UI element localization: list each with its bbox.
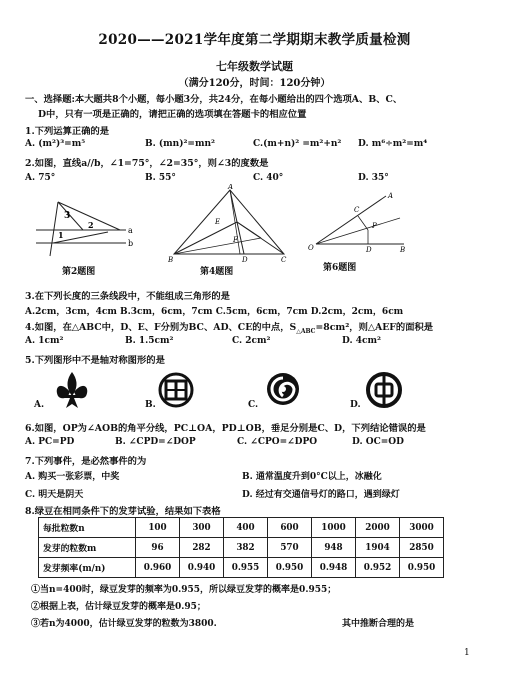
table-cell: 100 (136, 518, 180, 538)
q6-option-c: C. ∠CPO=∠DPO (237, 437, 318, 447)
section-intro-line1: 一、选择题:本大题共8个小题，每小题3分，共24分，在每小题给出的四个选项A、B、C、 (25, 94, 403, 105)
table-cell: 1904 (356, 538, 400, 558)
fleur-de-lis-svg (54, 370, 90, 410)
fig2-label-2: 2 (88, 220, 94, 230)
page-subtitle: 七年级数学试题 (216, 60, 293, 73)
q8-statement-2: ②根据上表，估计绿豆发芽的概率是0.95； (31, 602, 206, 612)
q5-option-c-label: C. (248, 400, 259, 410)
table-cell: 3000 (400, 518, 444, 538)
table-row-header: 发芽的粒数m (39, 538, 136, 558)
table-cell: 570 (268, 538, 312, 558)
figure-q4-caption: 第4题图 (200, 267, 234, 277)
fig4-label-d: D (242, 256, 248, 264)
section-intro-line2: D中，只有一项是正确的，请把正确的选项填在答题卡的相应位置 (38, 109, 307, 120)
bank-logo-square-svg (158, 372, 194, 408)
table-cell: 382 (224, 538, 268, 558)
table-row (39, 518, 444, 538)
table-cell: 0.955 (224, 558, 268, 578)
figure-q6-caption: 第6题图 (323, 263, 357, 273)
table-cell: 400 (224, 518, 268, 538)
fig4-label-a: A (228, 184, 234, 191)
table-row-header: 发芽频率(m/n) (39, 558, 136, 578)
bank-of-china-logo-svg (366, 372, 402, 408)
q5-option-a-label: A. (34, 400, 45, 410)
q1-option-c: C.(m+n)² =m²+n² (253, 139, 342, 149)
figure-q2 (28, 188, 138, 258)
q2-option-b: B. 55° (145, 173, 176, 183)
fig2-label-3: 3 (64, 211, 71, 221)
q7-stem: 7.下列事件，是必然事件的为 (25, 456, 147, 467)
fig4-label-c: C (281, 256, 287, 264)
fig6-label-p: P (372, 222, 377, 230)
table-row (39, 558, 444, 578)
fig6-label-b: B (400, 246, 406, 252)
q6-option-d: D. OC=OD (352, 437, 404, 447)
table-row-header: 每批粒数n (39, 518, 136, 538)
q6-option-b: B. ∠CPD=∠DOP (115, 437, 196, 447)
q4-option-b: B. 1.5cm² (125, 336, 174, 346)
table-cell: 282 (180, 538, 224, 558)
q4-stem-post: =8cm²，则△AEF的面积是 (315, 322, 434, 333)
table-cell: 0.950 (268, 558, 312, 578)
q1-option-d: D. m⁶÷m²=m⁴ (358, 139, 428, 149)
table-cell: 1000 (312, 518, 356, 538)
q3-stem: 3.在下列长度的三条线段中，不能组成三角形的是 (25, 291, 230, 302)
q4-option-a: A. 1cm² (25, 336, 64, 346)
table-row (39, 538, 444, 558)
bank-logo-square-icon (158, 372, 194, 408)
q2-option-c: C. 40° (253, 173, 284, 183)
table-cell: 600 (268, 518, 312, 538)
spiral-logo-svg (266, 372, 300, 406)
figure-q6-drawing (308, 190, 408, 252)
q8-stem: 8.绿豆在相同条件下的发芽试验，结果如下表格 (25, 506, 221, 517)
q5-stem: 5.下列图形中不是轴对称图形的是 (25, 355, 165, 366)
q7-option-a: A. 购买一张彩票，中奖 (25, 472, 120, 482)
table-cell: 2850 (400, 538, 444, 558)
table-cell: 300 (180, 518, 224, 538)
table-cell: 2000 (356, 518, 400, 538)
q4-stem-pre: 4.如图，在△ABC中，D、E、F分别为BC、AD、CE的中点，S (25, 322, 297, 333)
q3-options: A.2cm，3cm，4cm B.3cm，6cm，7cm C.5cm，6cm，7cm D.2cm，2cm，6cm (25, 307, 404, 317)
q4-option-d: D. 4cm² (342, 336, 381, 346)
spiral-logo-icon (266, 372, 300, 406)
fig2-label-1: 1 (58, 230, 64, 240)
bank-of-china-logo-icon (366, 372, 402, 408)
figure-q2-drawing (28, 188, 138, 258)
q2-option-d: D. 35° (358, 173, 389, 183)
q7-option-d: D. 经过有交通信号灯的路口，遇到绿灯 (242, 490, 400, 500)
fig6-label-o: O (308, 244, 314, 252)
table-cell: 0.940 (180, 558, 224, 578)
q1-option-a: A. (m²)³=m⁵ (25, 139, 86, 149)
q7-option-b: B. 通常温度升到0°C以上，冰融化 (242, 472, 382, 482)
fig4-label-f: F (233, 236, 238, 244)
fig4-label-e: E (215, 218, 221, 226)
fig2-label-a: a (128, 226, 133, 235)
table-cell: 948 (312, 538, 356, 558)
fig6-label-a: A (388, 192, 394, 200)
q4-stem (25, 319, 433, 335)
table-cell: 0.960 (136, 558, 180, 578)
q1-option-b: B. (mn)²=mn² (145, 139, 215, 149)
figure-q4 (168, 184, 288, 264)
q5-option-d-label: D. (350, 400, 361, 410)
table-cell: 96 (136, 538, 180, 558)
q2-stem: 2.如图，直线a//b，∠1=75°，∠2=35°，则∠3的度数是 (25, 158, 269, 169)
q7-option-c: C. 明天是阴天 (25, 490, 84, 500)
q6-option-a: A. PC=PD (25, 437, 75, 447)
table-cell: 0.948 (312, 558, 356, 578)
q1-stem: 1.下列运算正确的是 (25, 126, 110, 137)
table-cell: 0.952 (356, 558, 400, 578)
page-number: 1 (464, 648, 470, 658)
page-title: 2020——2021学年度第二学期期末教学质量检测 (98, 32, 411, 48)
q4-stem-sub: △ABC (296, 327, 316, 335)
table-cell: 0.950 (400, 558, 444, 578)
figure-q2-caption: 第2题图 (62, 267, 96, 277)
figure-q6 (308, 190, 408, 252)
q8-statement-1: ①当n=400时，绿豆发芽的频率为0.955，所以绿豆发芽的概率是0.955； (31, 585, 337, 595)
fleur-de-lis-icon (54, 370, 90, 410)
fig4-label-b: B (168, 256, 174, 264)
germination-table (38, 517, 444, 578)
fig6-label-d: D (366, 246, 372, 252)
q4-option-c: C. 2cm² (232, 336, 271, 346)
fig2-label-b: b (128, 239, 134, 248)
figure-q4-drawing (168, 184, 288, 264)
q6-stem: 6.如图，OP为∠AOB的角平分线，PC⊥OA，PD⊥OB，垂足分别是C、D，下列结论错误的是 (25, 423, 426, 434)
exam-info: （满分120分，时间：120分钟） (178, 78, 331, 89)
q2-option-a: A. 75° (25, 173, 56, 183)
q8-statement-3: ③若n为4000，估计绿豆发芽的粒数为3800. (31, 619, 217, 629)
q5-option-b-label: B. (145, 400, 156, 410)
q8-question-tail: 其中推断合理的是 (342, 619, 415, 629)
fig6-label-c: C (354, 206, 360, 214)
